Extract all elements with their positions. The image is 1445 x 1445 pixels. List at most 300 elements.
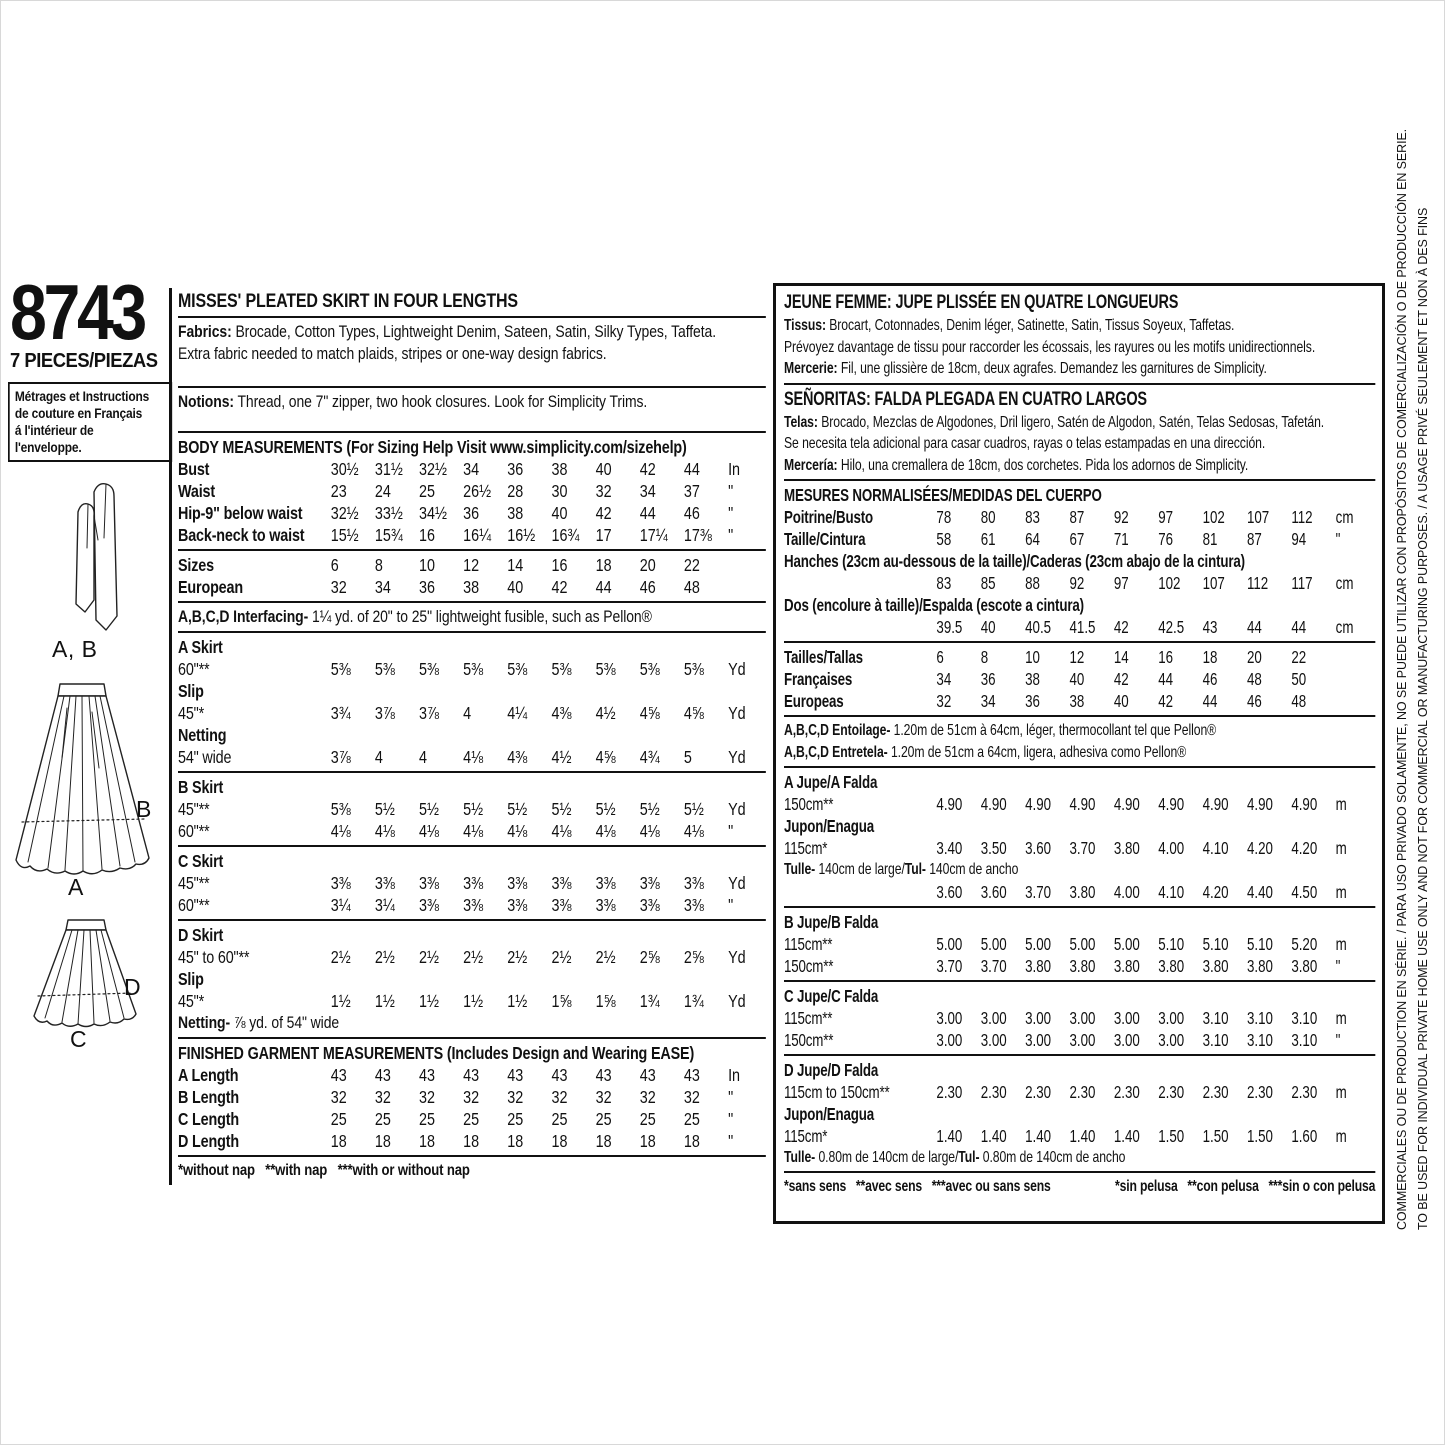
row-heading: MESURES NORMALISÉES/MEDIDAS DEL CUERPO <box>784 485 1102 505</box>
value-cell: 2.30 <box>1025 1081 1052 1102</box>
value-cell: 4 <box>419 747 427 767</box>
bold-label: Tul- <box>958 1148 980 1166</box>
horizontal-rule <box>784 906 1375 908</box>
value-cell: 3⅜ <box>551 873 572 893</box>
row-heading: BODY MEASUREMENTS (For Sizing Help Visit www.simplicity.com/sizehelp) <box>178 437 687 457</box>
bold-label: Tulle- <box>784 861 816 878</box>
french-note-line: á l'intérieur de <box>14 422 94 439</box>
horizontal-rule <box>178 601 766 603</box>
column-divider <box>169 288 172 1185</box>
measurement-row <box>784 646 1375 668</box>
value-cell: 3.10 <box>1291 1029 1318 1050</box>
value-cell: 43 <box>374 1065 391 1085</box>
value-cell: 4.40 <box>1246 881 1273 902</box>
value-cell: 14 <box>507 555 524 575</box>
value-cell: 5⅜ <box>683 659 704 679</box>
unit-cell: cm <box>1335 507 1354 527</box>
value-cell: 8 <box>374 555 383 575</box>
text-segment: Brocade, Cotton Types, Lightweight Denim, Sateen, Satin, Silky Types, Taffeta. <box>231 322 717 341</box>
value-cell: 3.50 <box>980 838 1007 858</box>
value-cell: 25 <box>507 1109 524 1129</box>
measurement-row <box>784 933 1375 955</box>
value-cell: 4⅛ <box>595 821 616 841</box>
text-line <box>784 433 1375 455</box>
text-segment: 0.80m de 140cm de large/ <box>815 1148 959 1166</box>
measurement-row <box>784 506 1375 528</box>
row-label: Tailles/Tallas <box>784 647 863 667</box>
bold-label: Notions: <box>178 392 234 411</box>
text-segment: Brocart, Cotonnades, Denim léger, Satinette, Satin, Tissus Soyeux, Taffetas. <box>825 317 1235 334</box>
pieces-count: 7 PIECES/PIEZAS <box>10 350 158 372</box>
value-cell: 43 <box>595 1065 612 1085</box>
text-line <box>178 606 766 628</box>
value-cell: 3.80 <box>1069 955 1096 976</box>
value-cell: 12 <box>463 555 480 575</box>
unit-cell: " <box>728 481 734 501</box>
row-label: 115cm** <box>784 1007 833 1028</box>
horizontal-rule <box>178 919 766 921</box>
horizontal-rule <box>784 1171 1375 1173</box>
unit-cell: " <box>1335 955 1341 976</box>
value-cell: 107 <box>1202 573 1225 593</box>
value-cell: 43 <box>507 1065 524 1085</box>
value-cell: 3.00 <box>1158 1007 1185 1028</box>
value-cell: 5⅜ <box>551 659 572 679</box>
value-cell: 5.10 <box>1246 933 1273 954</box>
value-cell: 16 <box>551 555 568 575</box>
row-heading: A Skirt <box>178 637 223 657</box>
value-cell: 40 <box>507 577 524 597</box>
value-cell: 17¼ <box>639 525 668 545</box>
row-heading: C Jupe/C Falda <box>784 985 879 1006</box>
text-segment: 140cm de ancho <box>925 861 1019 878</box>
value-cell: 4¾ <box>639 747 660 767</box>
value-cell: 17⅜ <box>683 525 712 545</box>
text-line <box>784 315 1375 337</box>
value-cell: 34 <box>374 577 391 597</box>
text-segment: 1.20m de 51cm a 64cm, ligera, adhesiva como Pellon® <box>887 743 1187 761</box>
unit-cell: m <box>1335 1007 1347 1028</box>
value-cell: 5⅜ <box>463 659 484 679</box>
row-label: Bust <box>178 459 210 479</box>
value-cell: 32½ <box>419 459 447 479</box>
row-label: 150cm** <box>784 955 834 976</box>
row-label: Poitrine/Busto <box>784 507 873 527</box>
unit-cell: " <box>728 821 734 841</box>
value-cell: 5.20 <box>1291 933 1318 954</box>
value-cell: 32 <box>639 1087 656 1107</box>
value-cell: 1¾ <box>639 991 660 1011</box>
value-cell: 4.90 <box>1069 794 1096 814</box>
value-cell: 4.00 <box>1113 881 1140 902</box>
value-cell: 2.30 <box>1202 1081 1229 1102</box>
value-cell: 18 <box>507 1131 524 1151</box>
unit-cell: Yd <box>728 873 746 893</box>
value-cell: 4⅛ <box>551 821 572 841</box>
value-cell: 92 <box>1113 507 1129 527</box>
measurement-row <box>178 1130 766 1152</box>
measurement-row <box>178 1108 766 1130</box>
text-segment: Se necesita tela adicional para casar cuadros, rayas o telas estampadas en una dirección. <box>784 435 1266 452</box>
value-cell: 46 <box>1202 669 1218 689</box>
measurement-row <box>784 955 1375 977</box>
value-cell: 3.00 <box>980 1029 1007 1050</box>
value-cell: 102 <box>1202 507 1225 527</box>
unit-cell: m <box>1335 881 1347 902</box>
value-cell: 5⅜ <box>374 659 395 679</box>
value-cell: 38 <box>551 459 568 479</box>
value-cell: 5½ <box>463 799 484 819</box>
row-label: 150cm** <box>784 794 834 814</box>
row-label: 45"* <box>178 703 205 723</box>
value-cell: 3.80 <box>1025 955 1052 976</box>
value-cell: 1.40 <box>980 1125 1007 1146</box>
value-cell: 32 <box>936 691 952 711</box>
value-cell: 15¾ <box>374 525 403 545</box>
unit-cell: m <box>1335 838 1347 858</box>
value-cell: 32 <box>507 1087 524 1107</box>
horizontal-rule <box>784 980 1375 982</box>
measurement-row <box>784 572 1375 594</box>
text-line <box>784 412 1375 434</box>
value-cell: 3.00 <box>1113 1007 1140 1028</box>
text-line <box>784 337 1375 359</box>
value-cell: 25 <box>419 481 435 501</box>
section-title: JEUNE FEMME: JUPE PLISSÉE EN QUATRE LONGUEURS <box>784 292 1179 313</box>
value-cell: 2½ <box>374 947 395 967</box>
value-cell: 4.90 <box>1025 794 1052 814</box>
text-segment: 140cm de large/ <box>815 861 905 878</box>
value-cell: 2⅝ <box>639 947 660 967</box>
legal-line-1: TO BE USED FOR INDIVIDUAL PRIVATE HOME USE ONLY AND NOT FOR COMMERCIAL OR MANUFACTURING PURPOSES. / A USAGE PRIVÉ SEULEMENT ET NON À DES FINS <box>1416 207 1430 1230</box>
value-cell: 5.00 <box>1025 933 1052 954</box>
value-cell: 10 <box>419 555 435 575</box>
row-heading: Netting <box>178 725 227 745</box>
unit-cell: Yd <box>728 947 746 967</box>
value-cell: 32 <box>463 1087 480 1107</box>
value-cell: 40 <box>551 503 568 523</box>
value-cell: 42 <box>1113 617 1129 637</box>
footnotes <box>784 1176 1375 1198</box>
unit-cell: Yd <box>728 799 746 819</box>
value-cell: 17 <box>595 525 612 545</box>
value-cell: 5⅜ <box>419 659 439 679</box>
value-cell: 4.90 <box>1246 794 1273 814</box>
value-cell: 25 <box>639 1109 656 1129</box>
row-heading: Hanches (23cm au-dessous de la taille)/Caderas (23cm abajo de la cintura) <box>784 551 1245 571</box>
horizontal-rule <box>178 549 766 551</box>
row-label: 115cm* <box>784 838 828 858</box>
row-label: 60"** <box>178 821 210 841</box>
value-cell: 36 <box>980 669 996 689</box>
measurement-row <box>178 658 766 680</box>
unit-cell: m <box>1335 1125 1347 1146</box>
value-cell: 71 <box>1113 529 1129 549</box>
value-cell: 83 <box>936 573 952 593</box>
value-cell: 3.70 <box>1069 838 1096 858</box>
value-cell: 42.5 <box>1158 617 1185 637</box>
row-label: 60"** <box>178 895 210 915</box>
value-cell: 48 <box>1291 691 1307 711</box>
value-cell: 4.90 <box>1158 794 1185 814</box>
value-cell: 18 <box>683 1131 700 1151</box>
horizontal-rule <box>784 641 1375 643</box>
row-label: European <box>178 577 243 597</box>
value-cell: 22 <box>1291 647 1307 667</box>
measurement-row <box>178 576 766 598</box>
value-cell: 1½ <box>374 991 395 1011</box>
horizontal-rule <box>784 479 1375 481</box>
bold-label: Netting- <box>178 1013 231 1032</box>
value-cell: 2.30 <box>1246 1081 1273 1102</box>
value-cell: 2½ <box>463 947 484 967</box>
unit-cell: " <box>728 525 734 545</box>
value-cell: 5.00 <box>936 933 963 954</box>
value-cell: 37 <box>683 481 700 501</box>
value-cell: 32 <box>330 1087 347 1107</box>
spacer <box>178 365 766 383</box>
value-cell: 3.80 <box>1202 955 1229 976</box>
value-cell: 3.00 <box>1069 1007 1096 1028</box>
horizontal-rule <box>178 845 766 847</box>
unit-cell: m <box>1335 933 1347 954</box>
text-line <box>178 321 766 343</box>
value-cell: 15½ <box>330 525 359 545</box>
measurement-row <box>784 1007 1375 1029</box>
value-cell: 2.30 <box>936 1081 963 1102</box>
value-cell: 32 <box>683 1087 700 1107</box>
value-cell: 44 <box>1291 617 1307 637</box>
value-cell: 4⅝ <box>683 703 704 723</box>
row-label: 54" wide <box>178 747 232 767</box>
horizontal-rule <box>178 316 766 318</box>
value-cell: 44 <box>639 503 656 523</box>
row-heading: Dos (encolure à taille)/Espalda (escote a cintura) <box>784 595 1084 615</box>
value-cell: 4.90 <box>1202 794 1229 814</box>
value-cell: 112 <box>1246 573 1269 593</box>
measurement-row <box>178 746 766 768</box>
value-cell: 3⅜ <box>507 895 528 915</box>
value-cell: 3.40 <box>936 838 963 858</box>
row-label: Françaises <box>784 669 853 689</box>
row-label: 115cm* <box>784 1125 828 1146</box>
value-cell: 1.40 <box>1025 1125 1052 1146</box>
value-cell: 3⅜ <box>374 873 395 893</box>
view-label-long-skirt-b: B <box>136 796 152 822</box>
french-note-box <box>8 382 172 462</box>
measurement-row <box>784 1125 1375 1147</box>
value-cell: 5⅜ <box>330 799 351 819</box>
text-line <box>178 1012 766 1034</box>
value-cell: 5.00 <box>980 933 1007 954</box>
measurement-row <box>784 1029 1375 1051</box>
unit-cell: cm <box>1335 617 1354 637</box>
value-cell: 3.00 <box>1025 1029 1052 1050</box>
value-cell: 117 <box>1291 573 1313 593</box>
value-cell: 1¾ <box>683 991 704 1011</box>
value-cell: 4¼ <box>507 703 528 723</box>
measurement-row <box>784 1081 1375 1103</box>
value-cell: 3.10 <box>1202 1007 1229 1028</box>
value-cell: 4.90 <box>1291 794 1318 814</box>
value-cell: 4⅛ <box>463 821 484 841</box>
waistband-ties-illustration <box>32 478 144 638</box>
value-cell: 18 <box>639 1131 656 1151</box>
value-cell: 43 <box>419 1065 435 1085</box>
value-cell: 44 <box>1158 669 1174 689</box>
value-cell: 5.00 <box>1113 933 1140 954</box>
value-cell: 4⅜ <box>507 747 528 767</box>
value-cell: 3.10 <box>1291 1007 1318 1028</box>
value-cell: 3⅜ <box>595 873 616 893</box>
value-cell: 4.10 <box>1202 838 1229 858</box>
value-cell: 4⅝ <box>595 747 616 767</box>
value-cell: 1½ <box>463 991 484 1011</box>
value-cell: 38 <box>507 503 524 523</box>
unit-cell: " <box>728 1109 734 1129</box>
value-cell: 5⅜ <box>639 659 660 679</box>
unit-cell: " <box>1335 1029 1341 1050</box>
value-cell: 3⅜ <box>419 895 439 915</box>
value-cell: 18 <box>374 1131 391 1151</box>
text-line <box>784 859 1375 881</box>
row-label: Waist <box>178 481 215 501</box>
value-cell: 3¼ <box>330 895 351 915</box>
value-cell: 16¾ <box>551 525 580 545</box>
row-label: 45" to 60"** <box>178 947 250 967</box>
value-cell: 44 <box>1202 691 1218 711</box>
unit-cell: Yd <box>728 703 746 723</box>
value-cell: 34 <box>463 459 480 479</box>
value-cell: 1½ <box>330 991 351 1011</box>
value-cell: 5½ <box>551 799 572 819</box>
value-cell: 5.10 <box>1202 933 1229 954</box>
value-cell: 5.10 <box>1158 933 1185 954</box>
value-cell: 5½ <box>419 799 439 819</box>
value-cell: 5⅜ <box>330 659 351 679</box>
value-cell: 46 <box>1246 691 1262 711</box>
value-cell: 3⅜ <box>330 873 351 893</box>
unit-cell: Yd <box>728 659 746 679</box>
value-cell: 18 <box>419 1131 435 1151</box>
text-line <box>784 720 1375 742</box>
value-cell: 42 <box>551 577 568 597</box>
horizontal-rule <box>178 386 766 388</box>
value-cell: 16¼ <box>463 525 492 545</box>
value-cell: 28 <box>507 481 524 501</box>
value-cell: 23 <box>330 481 347 501</box>
row-heading: Slip <box>178 969 204 989</box>
text-segment: ⅞ yd. of 54" wide <box>230 1013 340 1032</box>
value-cell: 92 <box>1069 573 1085 593</box>
value-cell: 43 <box>463 1065 480 1085</box>
value-cell: 4⅛ <box>463 747 484 767</box>
value-cell: 18 <box>463 1131 480 1151</box>
value-cell: 3⅜ <box>551 895 572 915</box>
value-cell: 4.10 <box>1158 881 1185 902</box>
value-cell: 30 <box>551 481 568 501</box>
value-cell: 4⅛ <box>683 821 704 841</box>
value-cell: 3⅞ <box>419 703 439 723</box>
value-cell: 5½ <box>639 799 660 819</box>
value-cell: 2½ <box>419 947 439 967</box>
measurement-row <box>178 946 766 968</box>
measurement-row <box>178 554 766 576</box>
value-cell: 12 <box>1069 647 1085 667</box>
row-label: Europeas <box>784 691 844 711</box>
horizontal-rule <box>178 631 766 633</box>
text-segment: Prévoyez davantage de tissu pour raccorder les écossais, les rayures ou les motifs unidirectionnels. <box>784 338 1316 356</box>
value-cell: 3⅞ <box>330 747 351 767</box>
value-cell: 81 <box>1202 529 1218 549</box>
value-cell: 4⅛ <box>507 821 528 841</box>
value-cell: 8 <box>980 647 989 667</box>
value-cell: 61 <box>980 529 996 549</box>
horizontal-rule <box>784 766 1375 768</box>
value-cell: 44 <box>595 577 612 597</box>
row-label: Hip-9" below waist <box>178 503 303 523</box>
value-cell: 76 <box>1158 529 1174 549</box>
text-segment: Thread, one 7" zipper, two hook closures. Look for Simplicity Trims. <box>233 392 648 411</box>
text-segment: 0.80m de 140cm de ancho <box>979 1148 1126 1166</box>
measurement-row <box>784 881 1375 903</box>
measurement-row <box>178 872 766 894</box>
row-label: B Length <box>178 1087 239 1107</box>
measurement-row <box>178 702 766 724</box>
text-line <box>784 1147 1375 1169</box>
value-cell: 1.50 <box>1158 1125 1185 1146</box>
value-cell: 5⅜ <box>595 659 616 679</box>
value-cell: 26½ <box>463 481 492 501</box>
text-line <box>178 343 766 365</box>
value-cell: 10 <box>1025 647 1040 667</box>
value-cell: 40 <box>595 459 612 479</box>
value-cell: 46 <box>639 577 656 597</box>
value-cell: 88 <box>1025 573 1040 593</box>
value-cell: 3.80 <box>1113 838 1140 858</box>
measurement-row <box>178 1086 766 1108</box>
bold-label: Tul- <box>904 861 926 878</box>
unit-cell: " <box>728 1087 734 1107</box>
french-note-line: de couture en Français <box>14 405 143 422</box>
value-cell: 4.50 <box>1291 881 1318 902</box>
measurement-row <box>178 524 766 546</box>
value-cell: 42 <box>1158 691 1174 711</box>
value-cell: 5½ <box>595 799 616 819</box>
value-cell: 87 <box>1246 529 1262 549</box>
value-cell: 78 <box>936 507 952 527</box>
text-segment: Hilo, una cremallera de 18cm, dos corchetes. Pida los adornos de Simplicity. <box>837 456 1249 474</box>
section-title: SEÑORITAS: FALDA PLEGADA EN CUATRO LARGOS <box>784 388 1147 410</box>
value-cell: 43 <box>551 1065 568 1085</box>
row-heading: A Jupe/A Falda <box>784 772 878 792</box>
bold-label: Tissus: <box>784 317 826 334</box>
value-cell: 3.10 <box>1202 1029 1229 1050</box>
value-cell: 32 <box>419 1087 435 1107</box>
value-cell: 3.70 <box>1025 881 1052 902</box>
value-cell: 4⅛ <box>419 821 439 841</box>
row-label: D Length <box>178 1131 239 1151</box>
text-line <box>784 455 1375 477</box>
value-cell: 18 <box>551 1131 568 1151</box>
value-cell: 80 <box>980 507 996 527</box>
row-heading: FINISHED GARMENT MEASUREMENTS (Includes Design and Wearing EASE) <box>178 1043 695 1063</box>
value-cell: 16 <box>419 525 435 545</box>
value-cell: 2.30 <box>1069 1081 1096 1102</box>
value-cell: 67 <box>1069 529 1085 549</box>
row-label: 115cm to 150cm** <box>784 1081 890 1102</box>
value-cell: 3.10 <box>1246 1007 1273 1028</box>
